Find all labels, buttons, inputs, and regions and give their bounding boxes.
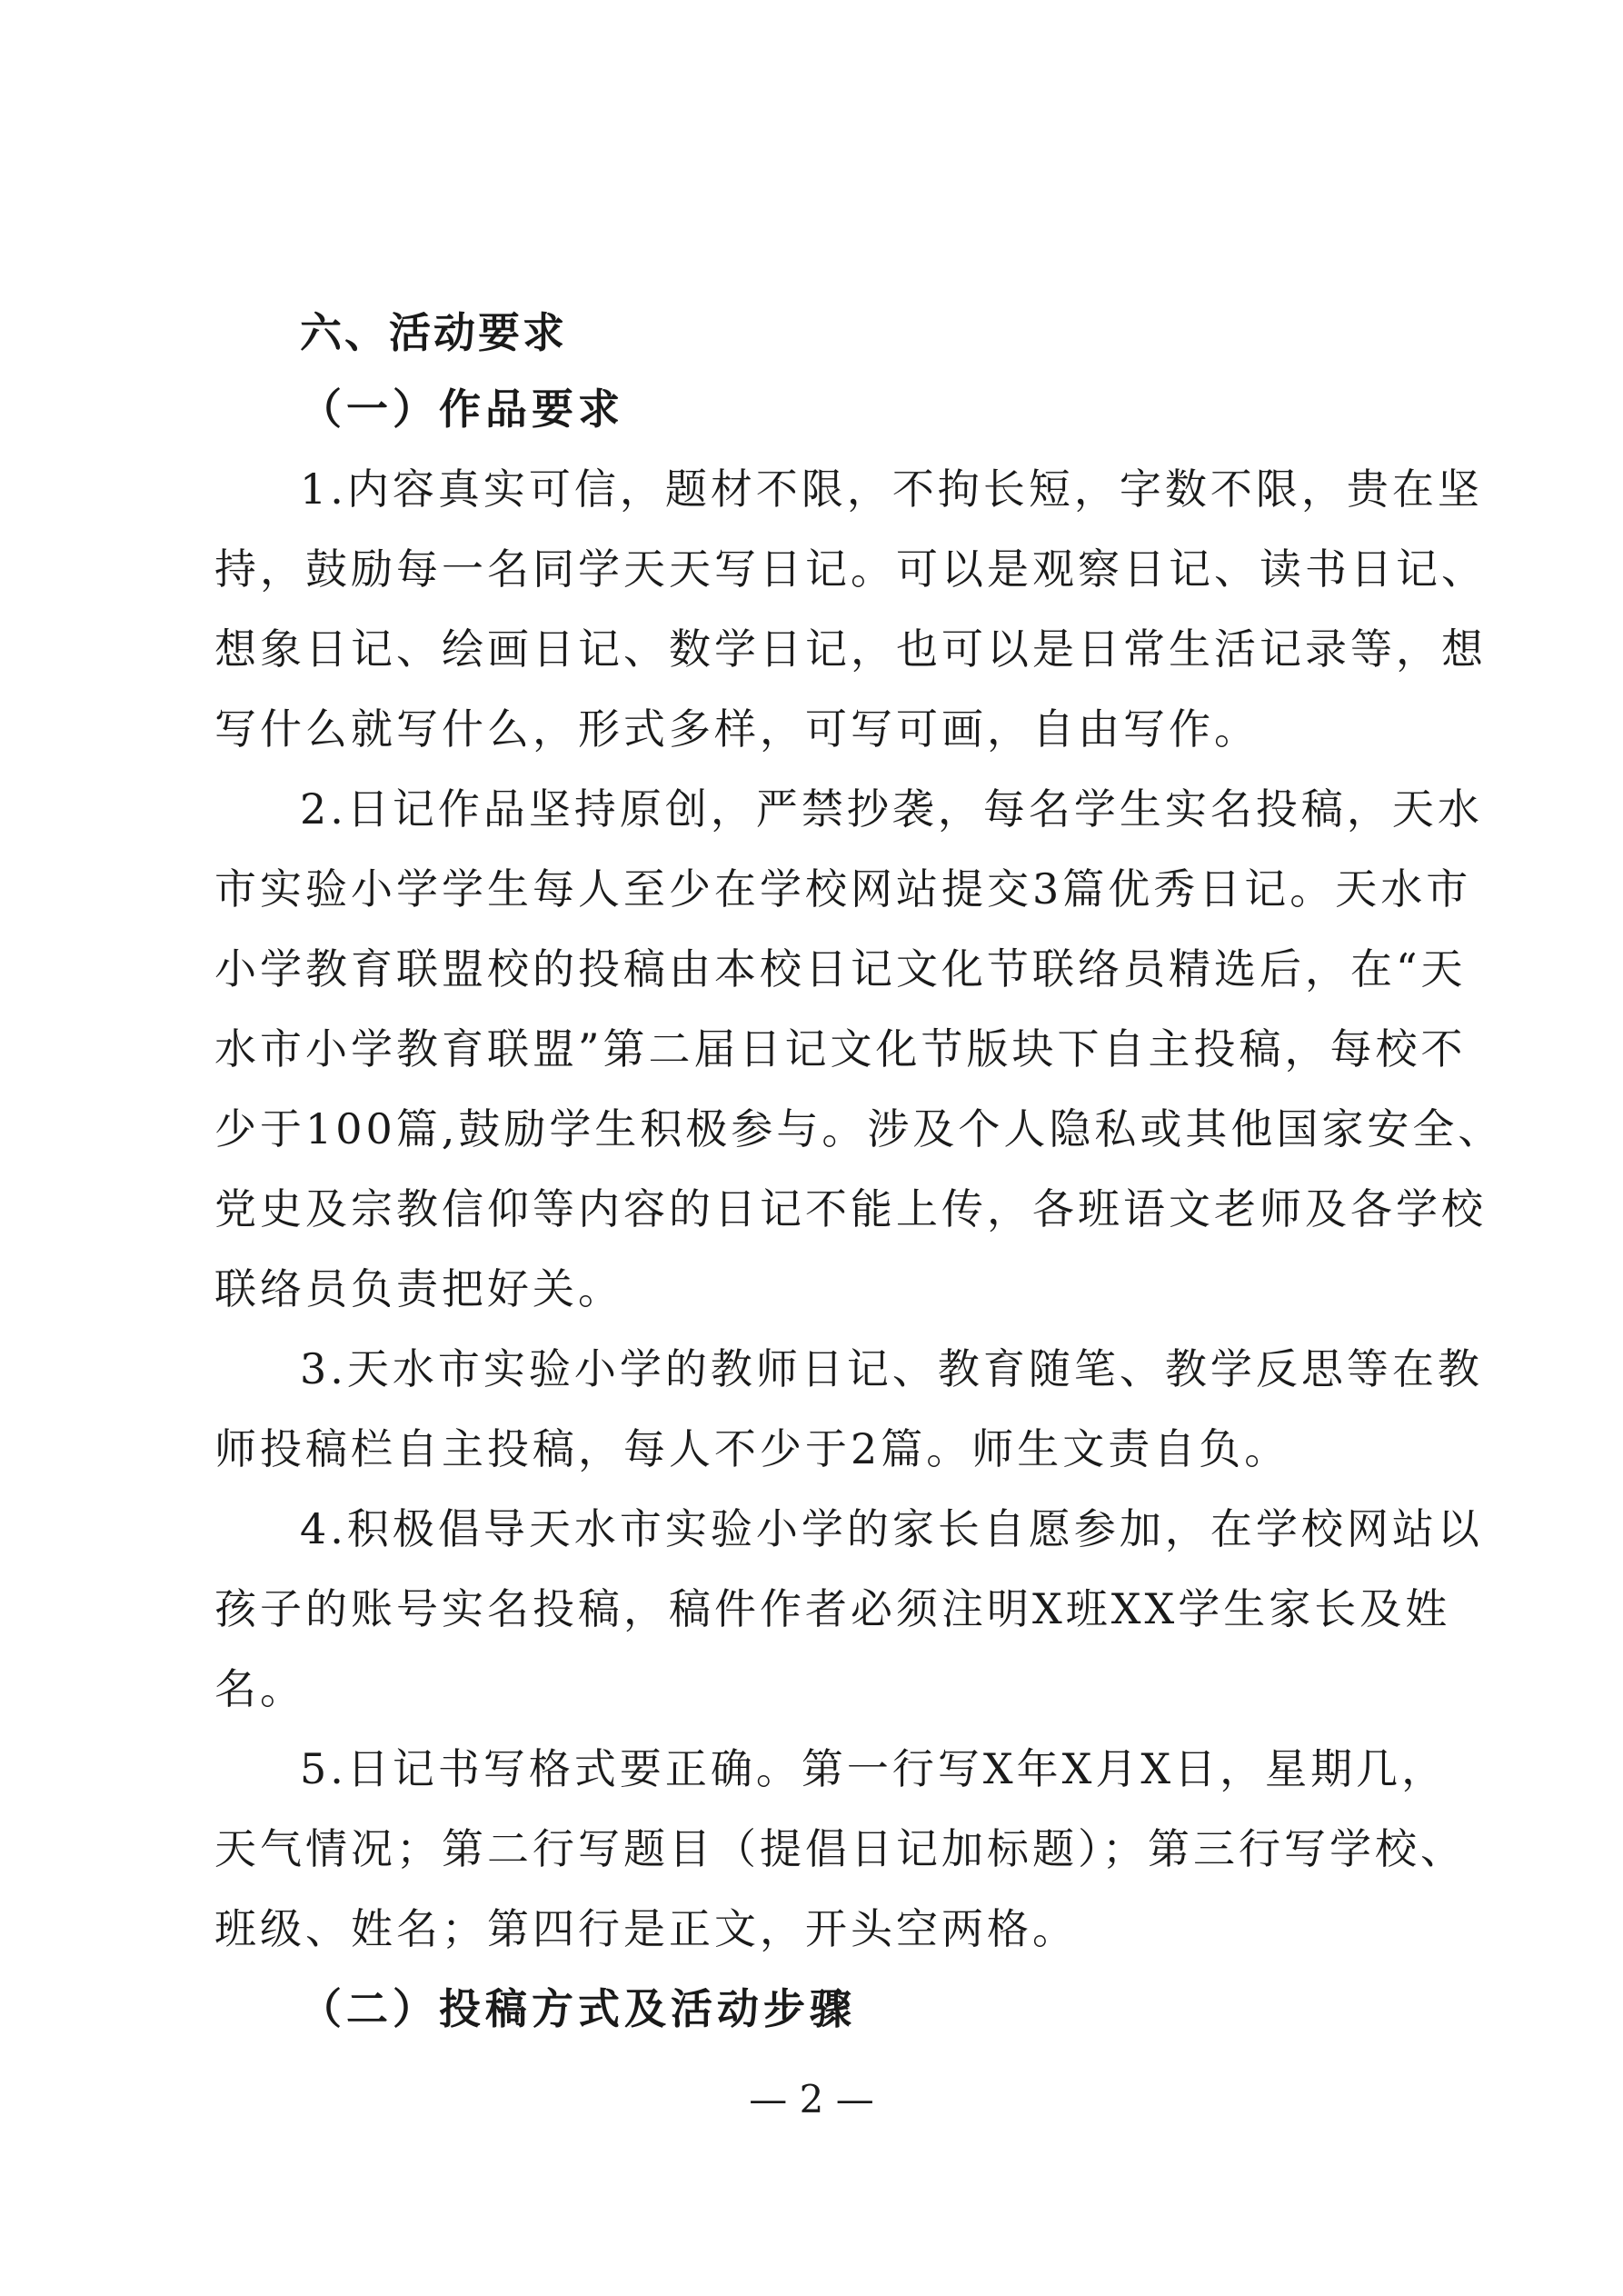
paragraph-line: 班级、姓名；第四行是正文，开头空两格。 [214, 1904, 1078, 1953]
paragraph-line: 市实验小学学生每人至少在学校网站提交3篇优秀日记。天水市 [214, 864, 1472, 913]
paragraph-line: 水市小学教育联盟”第二届日记文化节版块下自主投稿，每校不 [214, 1024, 1467, 1073]
paragraph-line: 天气情况；第二行写题目（提倡日记加标题）；第三行写学校、 [214, 1824, 1466, 1873]
paragraph-line: 1.内容真实可信，题材不限，不拘长短，字数不限，贵在坚 [300, 464, 1483, 514]
paragraph-line: 小学教育联盟校的投稿由本校日记文化节联络员精选后，在“天 [214, 944, 1467, 993]
subsection-heading-2: （二）投稿方式及活动步骤 [300, 1984, 856, 2033]
subsection-heading-1: （一）作品要求 [300, 384, 624, 434]
section-heading: 六、活动要求 [300, 308, 567, 357]
paragraph-line: 党史及宗教信仰等内容的日记不能上传，各班语文老师及各学校 [214, 1184, 1487, 1233]
paragraph-line: 写什么就写什么，形式多样，可写可画，自由写作。 [214, 704, 1260, 754]
paragraph-line: 想象日记、绘画日记、数学日记，也可以是日常生活记录等，想 [214, 624, 1487, 674]
paragraph-line: 师投稿栏自主投稿，每人不少于2篇。师生文责自负。 [214, 1424, 1290, 1473]
paragraph-line: 5.日记书写格式要正确。第一行写X年X月X日，星期几， [300, 1744, 1448, 1793]
paragraph-line: 3.天水市实验小学的教师日记、教育随笔、教学反思等在教 [300, 1344, 1483, 1393]
page-number: — 2 — [749, 2077, 874, 2121]
paragraph-line: 持，鼓励每一名同学天天写日记。可以是观察日记、读书日记、 [214, 544, 1487, 594]
paragraph-line: 4.积极倡导天水市实验小学的家长自愿参加，在学校网站以 [300, 1504, 1483, 1553]
paragraph-line: 孩子的账号实名投稿，稿件作者必须注明X班XX学生家长及姓 [214, 1584, 1451, 1633]
paragraph-line: 名。 [214, 1664, 305, 1713]
paragraph-line: 联络员负责把好关。 [214, 1264, 623, 1313]
paragraph-line: 2.日记作品坚持原创，严禁抄袭，每名学生实名投稿，天水 [300, 784, 1483, 834]
paragraph-line: 少于100篇,鼓励学生积极参与。涉及个人隐私或其他国家安全、 [214, 1104, 1504, 1153]
